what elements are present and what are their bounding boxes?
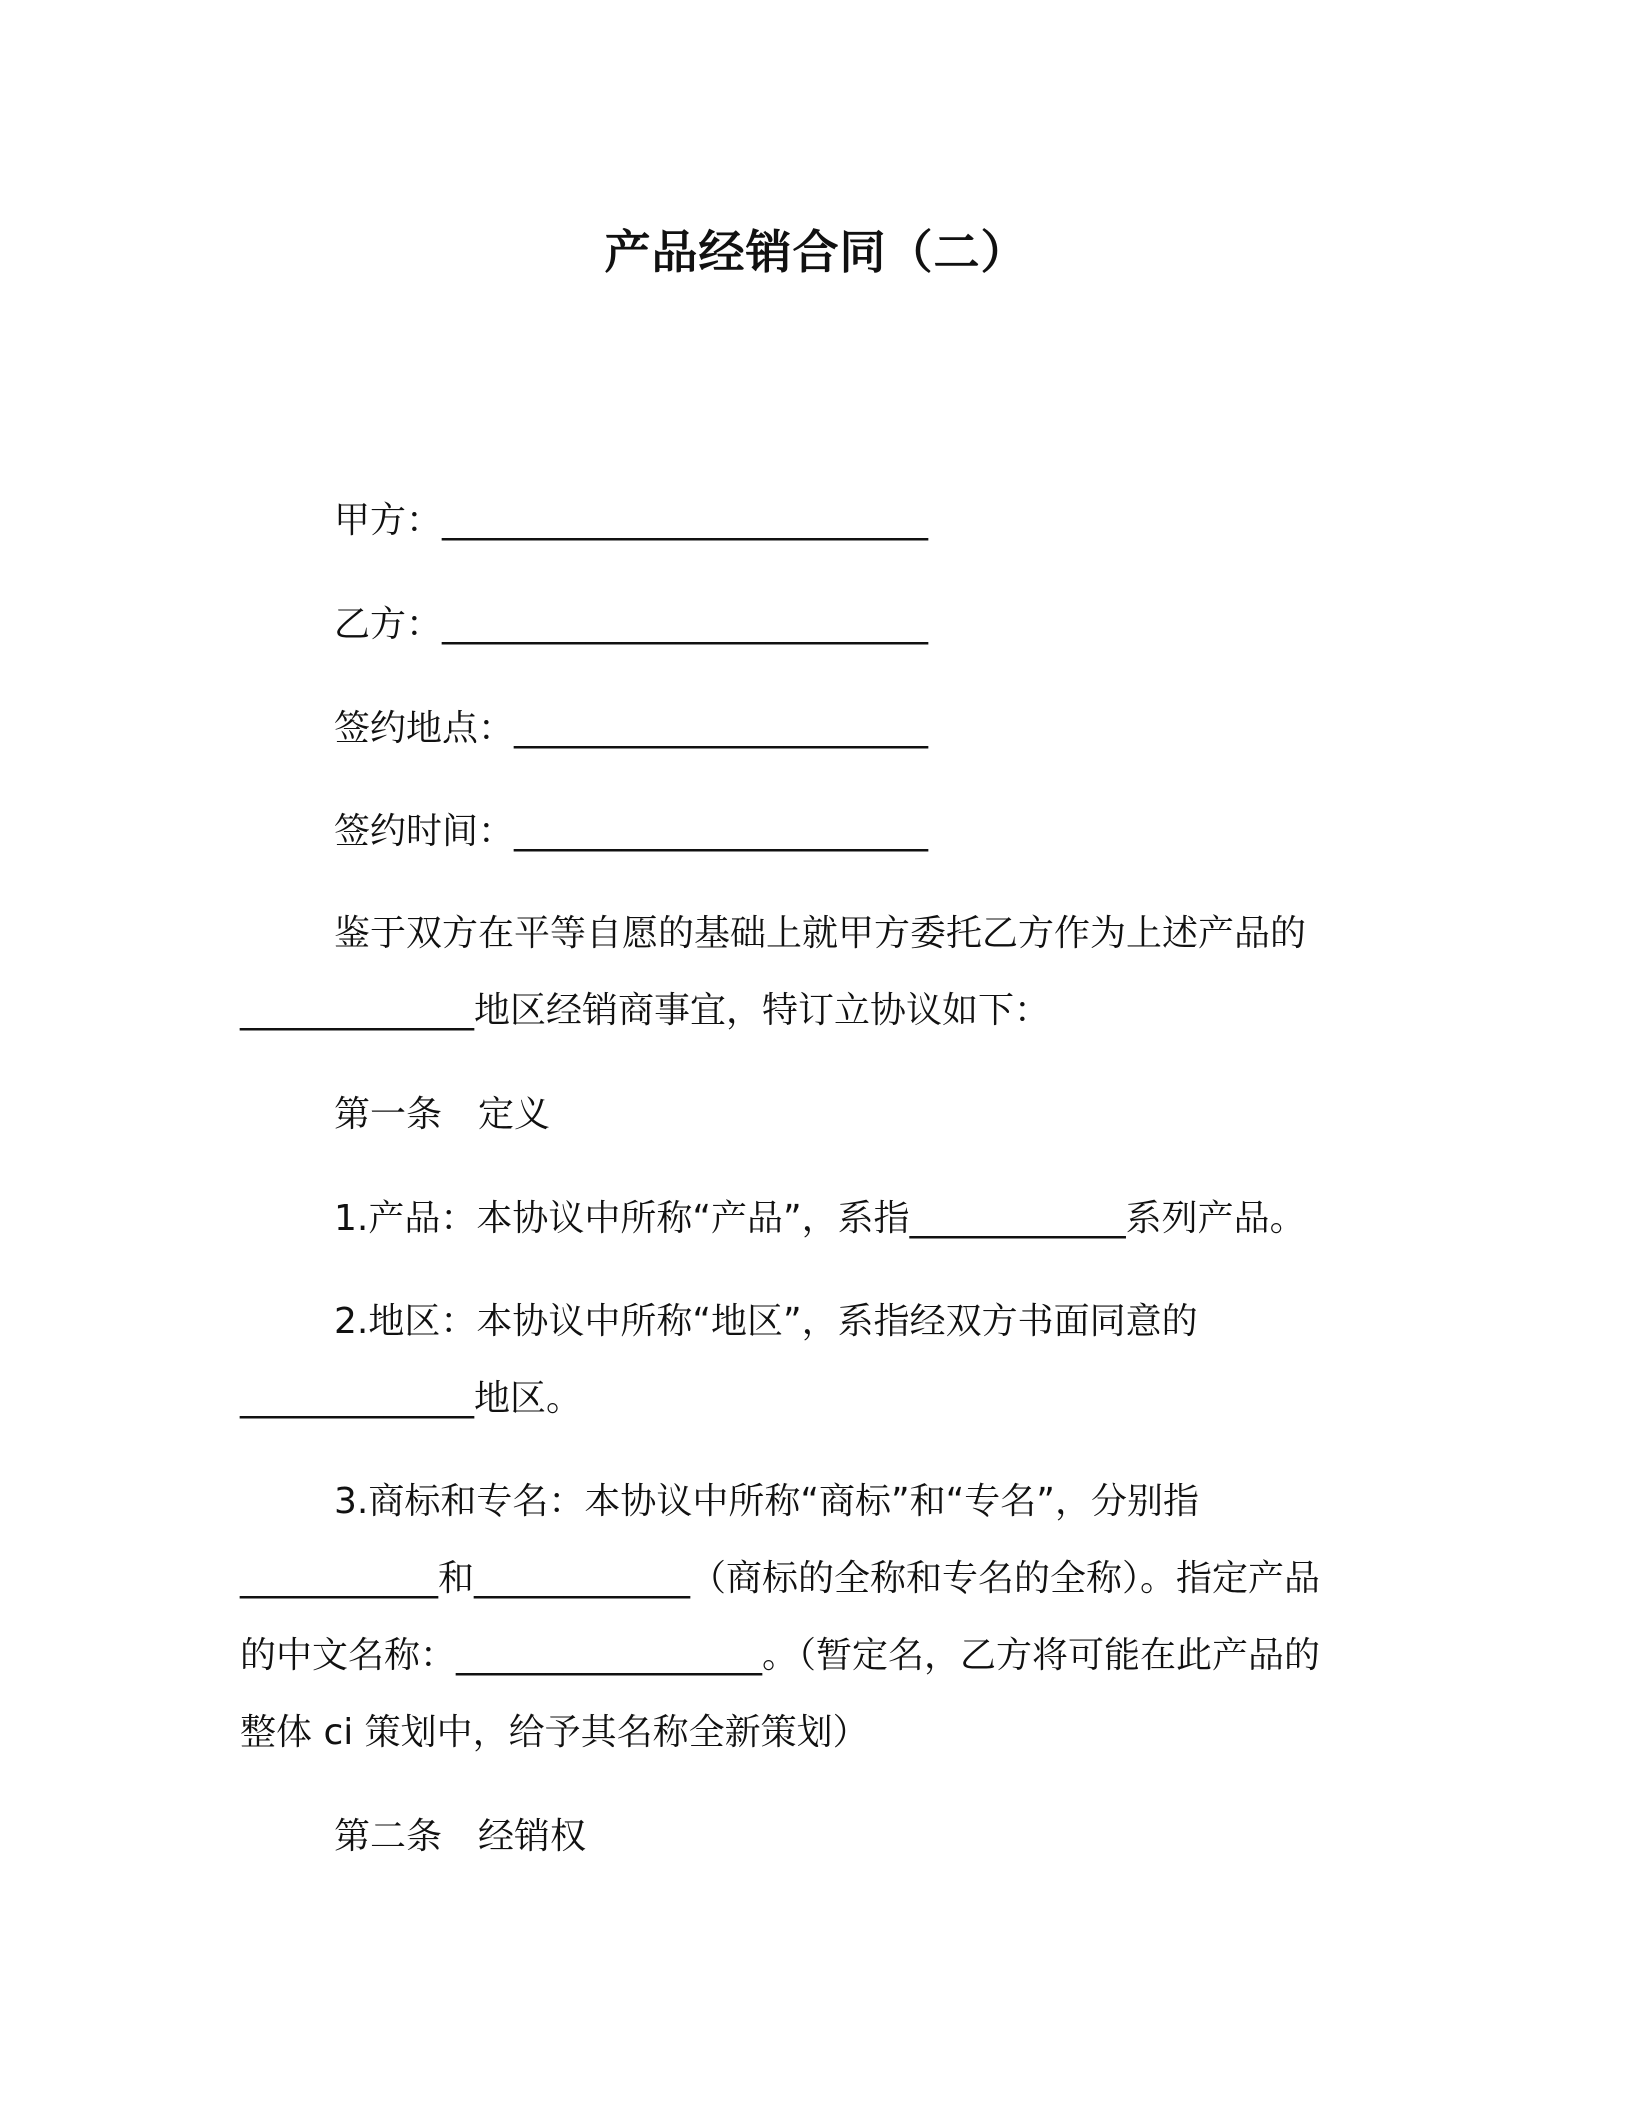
- party-a-line: 甲方：___________________________: [334, 500, 929, 541]
- clause-3-trademark-line-1: 3.商标和专名：本协议中所称“商标”和“专名”，分别指: [334, 1481, 1199, 1522]
- signing-place-line: 签约地点：_______________________: [334, 708, 929, 749]
- signing-time-line: 签约时间：_______________________: [334, 811, 929, 852]
- preamble-line-2: _____________地区经销商事宜，特订立协议如下：: [240, 990, 1051, 1031]
- article-2-heading: 第二条 经销权: [334, 1816, 587, 1857]
- document-title: 产品经销合同（二）: [604, 225, 1028, 279]
- clause-3-trademark-line-4: 整体 ci 策划中，给予其名称全新策划）: [240, 1712, 869, 1753]
- clause-3-trademark-line-2: ___________和____________（商标的全称和专名的全称）。指定产品: [240, 1558, 1321, 1599]
- clause-2-region-line-1: 2.地区：本协议中所称“地区”，系指经双方书面同意的: [334, 1301, 1198, 1342]
- clause-2-region-line-2: _____________地区。: [240, 1378, 583, 1419]
- party-b-line: 乙方：___________________________: [334, 604, 929, 645]
- preamble-line-1: 鉴于双方在平等自愿的基础上就甲方委托乙方作为上述产品的: [334, 913, 1307, 954]
- article-1-heading: 第一条 定义: [334, 1094, 551, 1135]
- clause-3-trademark-line-3: 的中文名称：_________________。（暂定名，乙方将可能在此产品的: [240, 1635, 1321, 1676]
- clause-1-product: 1.产品：本协议中所称“产品”，系指____________系列产品。: [334, 1198, 1306, 1239]
